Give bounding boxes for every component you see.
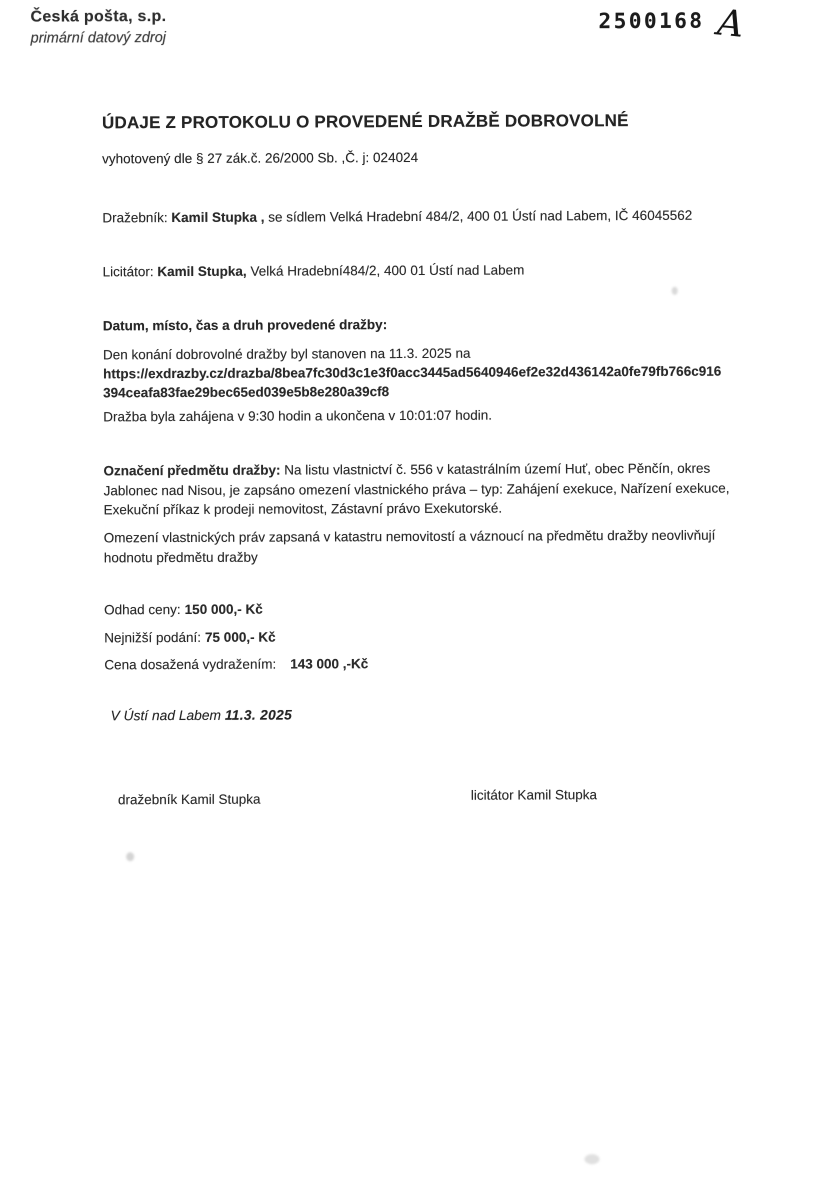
auction-date-intro: Den konání dobrovolné dražby byl stanoven na 11.3. 2025 na bbox=[102, 345, 471, 363]
auction-url: https://exdrazby.cz/drazba/8bea7fc30d3c1e3f0acc3445ad5640946ef2e32d436142a0fe79fb766c916394ceafa83fae29bec65ed039e5b8e280a39cf8 bbox=[103, 363, 722, 401]
auction-times-line: Dražba byla zahájena v 9:30 hodin a ukončena v 10:01:07 hodin. bbox=[103, 407, 493, 425]
stamp-annotation-letter: A bbox=[715, 2, 746, 46]
price-label: Odhad ceny: bbox=[104, 601, 181, 618]
licitator-label: Licitátor: bbox=[102, 264, 158, 280]
letterhead-subtitle: primární datový zdroj bbox=[30, 30, 167, 47]
closing-place: V Ústí nad Labem bbox=[110, 707, 225, 724]
closing-line bbox=[111, 708, 293, 724]
price-row-estimate bbox=[104, 600, 263, 620]
section-heading-datum: Datum, místo, čas a druh provedené dražby: bbox=[102, 317, 388, 334]
price-row-achieved bbox=[104, 654, 368, 674]
auctioneer-label: Dražebník: bbox=[102, 210, 172, 226]
document-title: ÚDAJE Z PROTOKOLU O PROVEDENÉ DRAŽBĚ DOBROVOLNÉ bbox=[101, 111, 629, 133]
licitator-line bbox=[103, 259, 783, 281]
price-value: 75 000,- Kč bbox=[204, 629, 276, 645]
price-value: 143 000 ,-Kč bbox=[290, 656, 369, 672]
document-subtitle: vyhotovený dle § 27 zák.č. 26/2000 Sb. ,Č. j: 024024 bbox=[102, 149, 419, 167]
auctioneer-line bbox=[102, 205, 782, 227]
scan-speck bbox=[672, 287, 678, 295]
auction-date-paragraph bbox=[103, 343, 725, 403]
price-label: Cena dosažená vydražením: bbox=[104, 656, 277, 673]
signature-auctioneer: dražebník Kamil Stupka bbox=[117, 791, 261, 808]
scan-speck bbox=[126, 852, 134, 861]
closing-date: 11.3. 2025 bbox=[224, 707, 293, 723]
scan-speck bbox=[584, 1154, 599, 1164]
licitator-name: Kamil Stupka, bbox=[157, 263, 247, 280]
price-label: Nejnižší podání: bbox=[104, 629, 202, 646]
subject-text: Na listu vlastnictví č. 556 v katastrálním území Huť, obec Pěnčín, okres Jablonec nad Nisou, je zapsáno omezení vlastnického práva – typ: Zahájení exekuce, Nařízení exekuce, Exekuční příkaz k prodeji nemovitost, Zástavní právo Exekutorské. bbox=[103, 460, 730, 518]
restrictions-note: Omezení vlastnických práv zapsaná v katastru nemovitostí a váznoucí na předmětu dražby neovlivňují hodnotu předmětu dražby bbox=[103, 527, 716, 565]
stamp-number: 2500168 bbox=[598, 8, 705, 34]
letterhead-company: Česká pošta, s.p. bbox=[30, 8, 167, 26]
subject-heading: Označení předmětu dražby: bbox=[103, 462, 281, 479]
subject-paragraph bbox=[103, 459, 735, 520]
licitator-detail: Velká Hradební484/2, 400 01 Ústí nad Labem bbox=[246, 262, 525, 279]
price-row-lowest-bid bbox=[104, 628, 275, 648]
letterhead bbox=[30, 8, 166, 47]
reference-stamp bbox=[598, 2, 746, 46]
signature-licitator: licitátor Kamil Stupka bbox=[470, 787, 597, 803]
price-value: 150 000,- Kč bbox=[184, 601, 263, 617]
auctioneer-name: Kamil Stupka , bbox=[171, 209, 269, 226]
auctioneer-detail: se sídlem Velká Hradební 484/2, 400 01 Ústí nad Labem, IČ 46045562 bbox=[268, 207, 693, 225]
